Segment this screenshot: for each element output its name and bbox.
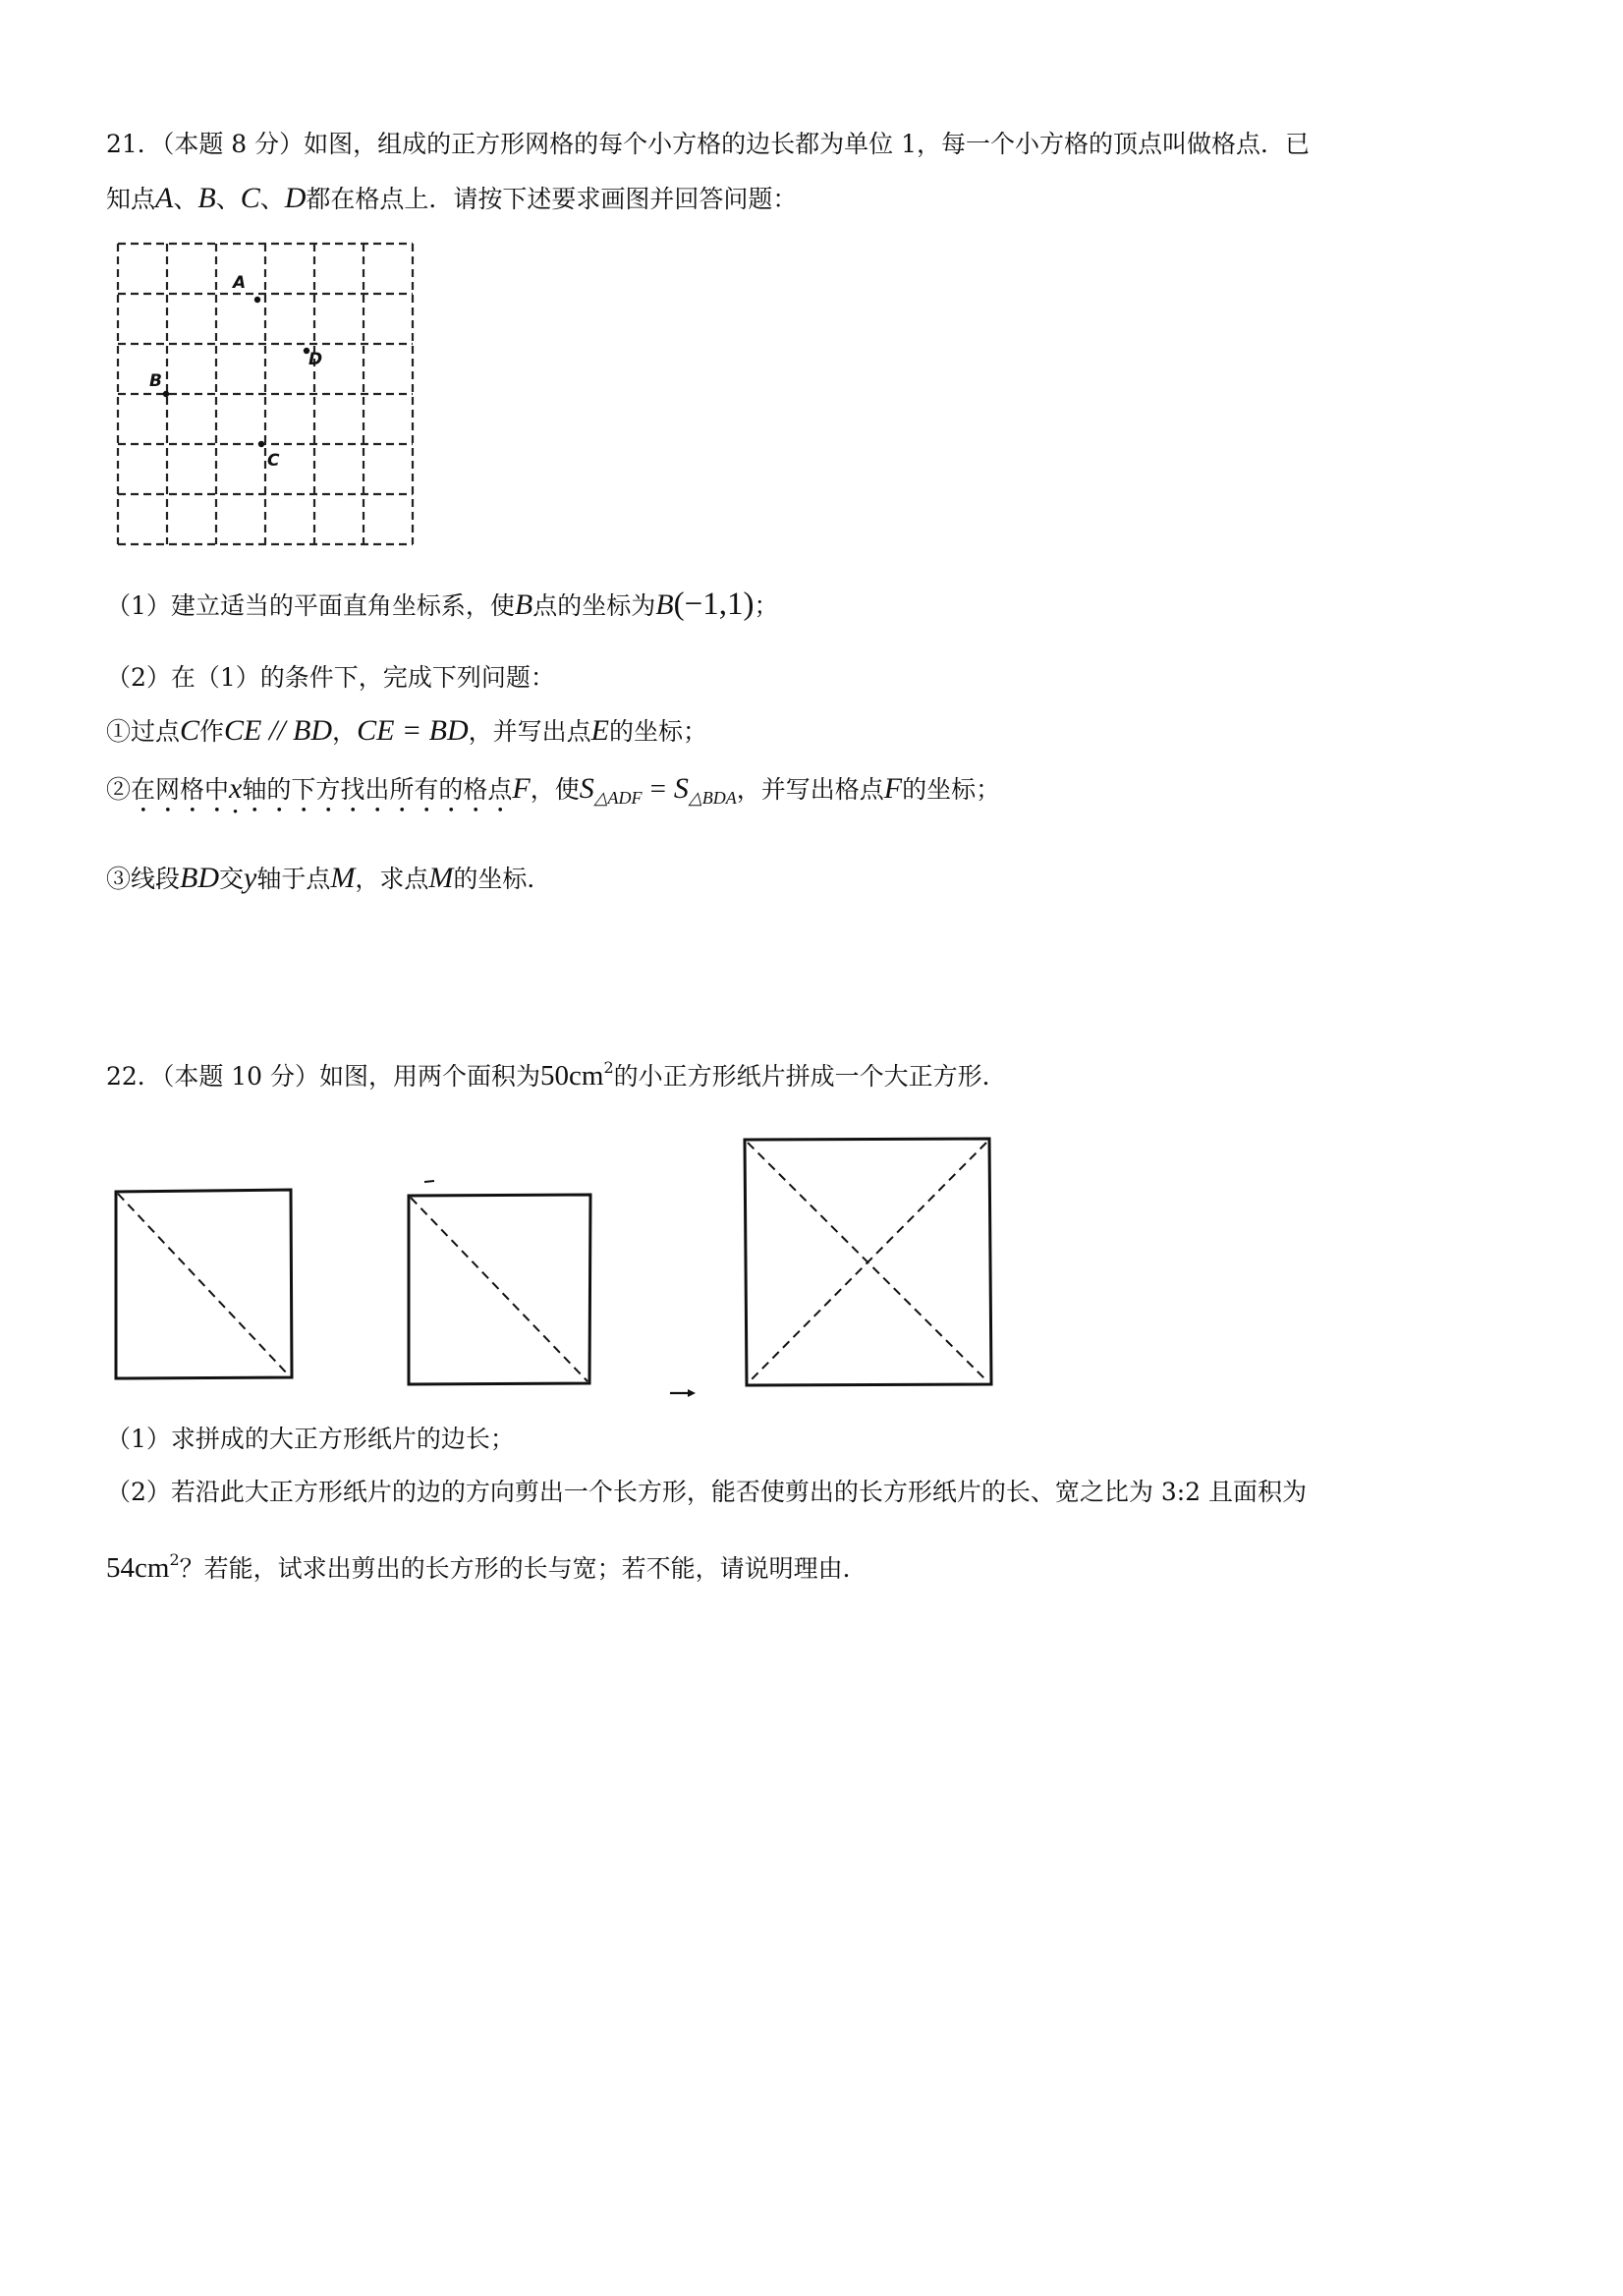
figure-label-c: C xyxy=(267,451,280,471)
q21-score: （本题 8 分） xyxy=(161,130,305,158)
s1-pre: ①过点 xyxy=(106,717,181,746)
point-c-label: C xyxy=(240,182,260,214)
equals-sign: = xyxy=(649,773,666,805)
small-square-1 xyxy=(116,1190,292,1378)
s2-pre: ② xyxy=(106,775,132,804)
segment-bd: BD xyxy=(180,862,220,894)
y-axis-ref: y xyxy=(244,862,257,894)
triangle-adf: △ADF xyxy=(593,788,643,808)
point-b-ref: B xyxy=(655,588,674,621)
area-symbol: S xyxy=(673,772,689,805)
rect-area-value: 54cm xyxy=(106,1552,170,1584)
s2-post: ，并写出格点 xyxy=(736,775,884,804)
s3-jiao: 交 xyxy=(219,865,245,893)
q21-subpart-1 xyxy=(106,713,707,749)
q21-subpart-3 xyxy=(106,861,551,896)
q21-line-2 xyxy=(106,181,797,216)
q21-intro-a: 如图，组成的正方形网格的每个小方格的边长都为单位 1，每一个小方格的顶点叫做格点．已 xyxy=(304,130,1310,158)
q21-intro-b-pre: 知点 xyxy=(106,185,156,213)
q22-p2-rest: ？若能，试求出剪出的长方形的长与宽；若不能，请说明理由． xyxy=(179,1554,867,1583)
q22-squares-figure xyxy=(108,1135,1002,1400)
point-d-label: D xyxy=(284,182,307,214)
s2-emphasis-b: 轴的下方找出所有的格点 xyxy=(242,775,513,804)
s3-end: 的坐标． xyxy=(453,865,552,893)
q21-part-1 xyxy=(106,586,778,625)
q21-p1-mid: 点的坐标为 xyxy=(532,591,656,620)
q21-p1-pre: （1）建立适当的平面直角坐标系，使 xyxy=(106,591,515,620)
point-c xyxy=(258,441,264,447)
point-m-ref: M xyxy=(428,862,454,894)
q21-p1-end: ； xyxy=(754,591,779,620)
point-a xyxy=(254,297,260,303)
figure-label-d: D xyxy=(308,350,323,369)
rect-area-exponent: 2 xyxy=(169,1550,180,1569)
separator: 、 xyxy=(173,185,198,213)
q21-part-2: （2）在（1）的条件下，完成下列问题： xyxy=(106,663,555,692)
separator: 、 xyxy=(215,185,241,213)
large-square xyxy=(745,1139,991,1385)
q22-part-1: （1）求拼成的大正方形纸片的边长； xyxy=(106,1425,515,1453)
point-m-ref: M xyxy=(330,862,356,894)
q21-grid-figure xyxy=(116,242,419,548)
point-f-ref: F xyxy=(512,772,531,805)
q21-subpart-2 xyxy=(106,771,1000,820)
s1-end: 的坐标； xyxy=(608,717,707,746)
small-square-2 xyxy=(409,1181,590,1384)
point-c-ref: C xyxy=(180,714,200,747)
s2-mid: ，使 xyxy=(530,775,580,804)
figure-label-b: B xyxy=(149,371,162,391)
separator: 、 xyxy=(259,185,285,213)
s2-end: 的坐标； xyxy=(902,775,1001,804)
s2-emphasis-a: 在网格中 xyxy=(131,775,230,804)
figure-label-a: A xyxy=(233,273,247,293)
q22-part-2-line-2 xyxy=(106,1550,867,1586)
q21-line-1 xyxy=(106,130,1310,159)
point-b-ref: B xyxy=(514,588,533,621)
q22-intro-pre: 如图，用两个面积为 xyxy=(319,1062,541,1091)
point-b-label: B xyxy=(197,182,216,214)
q22-part-2-line-1: （2）若沿此大正方形纸片的边的方向剪出一个长方形，能否使剪出的长方形纸片的长、宽之比为 3:2 且面积为 xyxy=(106,1478,1308,1506)
q22-number: 22． xyxy=(106,1062,162,1091)
area-symbol: S xyxy=(579,772,594,805)
s1-post: ，并写出点 xyxy=(468,717,591,746)
q22-score: （本题 10 分） xyxy=(161,1062,320,1091)
s3-post: ，求点 xyxy=(355,865,429,893)
q21-intro-b-post: 都在格点上．请按下述要求画图并回答问题： xyxy=(306,185,798,213)
point-f-ref: F xyxy=(883,772,903,805)
point-e-ref: E xyxy=(590,714,609,747)
arrow-icon xyxy=(670,1389,696,1397)
point-a-label: A xyxy=(155,182,174,214)
area-value: 50cm xyxy=(540,1060,604,1092)
point-b-coordinate: (−1,1) xyxy=(673,587,755,622)
s1-zuo: 作 xyxy=(199,717,225,746)
q22-line-1 xyxy=(106,1058,1007,1093)
point-b xyxy=(163,391,169,397)
triangle-bda: △BDA xyxy=(688,788,737,808)
q22-intro-post: 的小正方形纸片拼成一个大正方形． xyxy=(613,1062,1007,1091)
s3-mid: 轴于点 xyxy=(256,865,331,893)
s1-comma: ， xyxy=(332,717,358,746)
grid-lines xyxy=(118,244,413,544)
area-exponent: 2 xyxy=(603,1058,614,1077)
s3-pre: ③线段 xyxy=(106,865,181,893)
ce-parallel-bd: CE // BD xyxy=(224,714,333,747)
q21-number: 21． xyxy=(106,130,162,158)
x-axis-ref: x xyxy=(229,772,243,805)
ce-equals-bd: CE = BD xyxy=(357,714,469,747)
